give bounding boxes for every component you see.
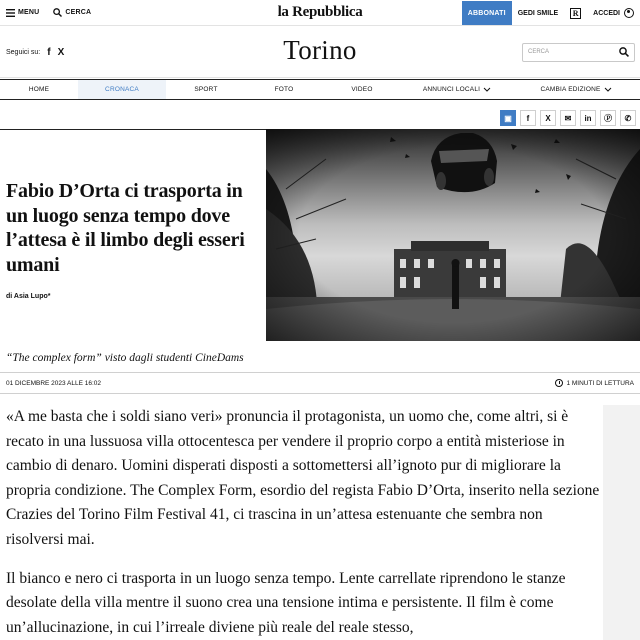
facebook-icon[interactable]: f [47, 47, 51, 58]
search-icon [53, 8, 62, 17]
gedi-smile-link[interactable]: GEDI SMILE [517, 9, 559, 17]
login-button[interactable] [593, 8, 634, 18]
mail-icon[interactable]: ✉ [560, 110, 576, 126]
login-label: ACCEDI [593, 9, 620, 17]
article-paragraph: «A me basta che i soldi siano veri» pronuncia il protagonista, un uomo che, come altri, si è recato in una lussuosa villa ottocentesca per vendere il proprio corpo a entità misteriose in cambio di denaro. Uomini disperati disposti a sottomettersi all’ignoto pur di migliorare la propria condizione. The Complex Form, esordio del regista Fabio D’Orta, inserito nella sezione Crazies del Torino Film Festival 41, ci trascina in un’attesa estenuante che sembra non risolversi mai. [6, 408, 600, 548]
repubblica-logo[interactable]: la Repubblica [277, 4, 363, 20]
nav-item-cambia-edizione[interactable] [512, 80, 640, 99]
top-bar [0, 0, 640, 26]
nav-annunci-label: ANNUNCI LOCALI [422, 86, 481, 93]
nav-item-home[interactable]: HOME [28, 86, 50, 93]
whatsapp-icon[interactable]: ✆ [620, 110, 636, 126]
article-paragraph: Il bianco e nero ci trasporta in un luogo senza tempo. Lente carrellate riprendono le stanze desolate della villa mentre il suono crea una tensione intima e persistente. Il film è come un’allucinazione, in cui l’irreale diviene più reale del reale stesso, [6, 569, 566, 636]
chevron-down-icon [483, 87, 491, 92]
sidebar-column [603, 405, 640, 640]
search-placeholder: CERCA [528, 49, 550, 55]
edition-header [0, 26, 640, 78]
publish-date: 01 DICEMBRE 2023 ALLE 16:02 [6, 380, 102, 387]
menu-label: MENU [18, 9, 40, 16]
search-input[interactable] [522, 43, 635, 62]
clock-icon [555, 379, 563, 387]
search-button[interactable] [53, 8, 91, 17]
subscribe-button[interactable]: ABBONATI [462, 1, 512, 25]
pinterest-icon[interactable]: Ⓟ [600, 110, 616, 126]
follow-label: Seguici su: [6, 49, 41, 56]
facebook-share-icon[interactable]: f [520, 110, 536, 126]
read-time [555, 379, 634, 387]
menu-button[interactable] [6, 9, 39, 17]
article-headline: Fabio D’Orta ci trasporta in un luogo senza tempo dove l’attesa è il limbo degli esseri umani [6, 180, 245, 276]
user-icon [624, 8, 634, 18]
nav-item-cronaca[interactable]: CRONACA [78, 80, 166, 99]
search-icon[interactable] [619, 47, 629, 57]
image-caption: “The complex form” visto dagli studenti CineDams [6, 352, 244, 364]
nav-item-foto[interactable]: FOTO [274, 86, 294, 93]
social-follow [6, 47, 64, 58]
rep-plus-icon[interactable]: R [570, 8, 581, 19]
section-nav [0, 79, 640, 100]
article-body [0, 405, 600, 640]
x-icon[interactable]: X [57, 47, 65, 58]
hero-image[interactable] [266, 129, 640, 341]
comment-icon[interactable]: ▣ [500, 110, 516, 126]
share-bar [500, 110, 636, 126]
chevron-down-icon [604, 87, 612, 92]
nav-item-video[interactable]: VIDEO [351, 86, 373, 93]
nav-item-sport[interactable]: SPORT [194, 86, 218, 93]
linkedin-icon[interactable]: in [580, 110, 596, 126]
read-time-label: 1 MINUTI DI LETTURA [566, 379, 634, 387]
hamburger-icon [6, 9, 15, 17]
article-meta [0, 372, 640, 394]
search-label: CERCA [65, 9, 92, 16]
x-share-icon[interactable]: X [540, 110, 556, 126]
page-title[interactable]: Torino [283, 35, 357, 65]
nav-item-annunci-locali[interactable] [402, 80, 512, 99]
nav-cambia-label: CAMBIA EDIZIONE [540, 86, 601, 93]
article-byline[interactable]: di Asia Lupo* [6, 293, 51, 300]
